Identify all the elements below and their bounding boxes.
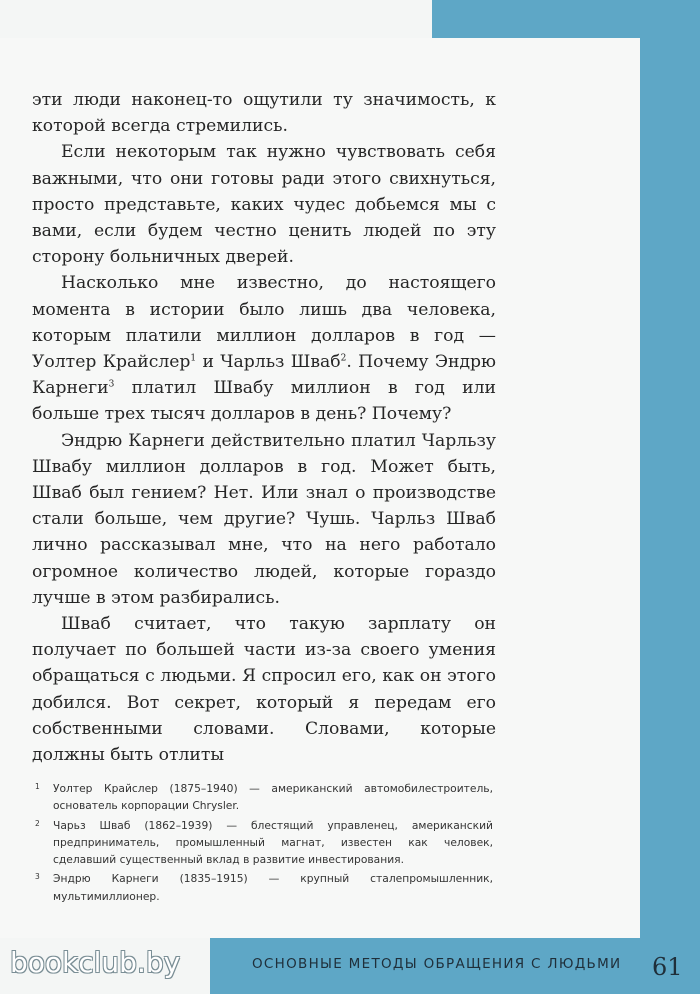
footnote-number-2: 2: [35, 818, 40, 828]
page-number: 61: [652, 953, 683, 981]
paragraph-3: [32, 270, 496, 427]
footnotes: [35, 780, 493, 907]
footnote-number-3: 3: [35, 872, 40, 882]
body-text: [32, 87, 496, 768]
running-footer-title: ОСНОВНЫЕ МЕТОДЫ ОБРАЩЕНИЯ С ЛЮДЬМИ: [252, 956, 622, 972]
footnote-number-1: 1: [35, 782, 40, 791]
paragraph-2: Если некоторым так нужно чувствовать себя важными, что они готовы ради этого свихнуться, просто представьте, каких чудес добьемся мы с вами, если будем честно ценить людей по эту сторону больничных дверей.: [32, 142, 496, 268]
footnote-2: [35, 817, 493, 869]
watermark: bookclub.by: [10, 946, 181, 979]
paragraph-3-part-1: Насколько мне известно, до настоящего момента в истории было лишь два человека, которым платили миллион долларов в год — Уолтер Крайслер: [32, 273, 496, 373]
footnote-ref-2: 2: [340, 353, 347, 364]
footnote-text-2: Чарьз Шваб (1862–1939) — блестящий управленец, американский предприниматель, промышленный магнат, известен как человек, сделавший существенный вклад в развитие инвестирования.: [53, 818, 493, 867]
footnote-text-3: Эндрю Карнеги (1835–1915) — крупный сталепромышленник, мультимиллионер.: [53, 872, 493, 903]
footnote-1: [35, 780, 493, 815]
footnote-3: [35, 870, 493, 905]
paragraph-3-part-4: платил Швабу миллион в год или больше трех тысяч долларов в день? Почему?: [32, 378, 496, 425]
footnote-ref-1: 1: [190, 353, 197, 364]
footnote-ref-3: 3: [108, 379, 115, 390]
paragraph-5: Шваб считает, что такую зарплату он получает по большей части из-за своего умения обращаться с людьми. Я спросил его, как он этого добился. Вот секрет, который я передам его собственными словами. Словами, которые должны быть отлиты: [32, 614, 496, 766]
paragraph-1: эти люди наконец-то ощутили ту значимость, к которой всегда стремились.: [32, 90, 496, 137]
footnote-text-1: Уолтер Крайслер (1875–1940) — американский автомобилестроитель, основатель корпорации Chrysler.: [53, 782, 493, 813]
bottom-page-edge: [0, 982, 210, 994]
paragraph-3-part-2: и Чарльз Шваб: [196, 352, 341, 373]
paragraph-4: Эндрю Карнеги действительно платил Чарльзу Швабу миллион долларов в год. Может быть, Шваб был гением? Нет. Или знал о производстве стали больше, чем другие? Чушь. Чарльз Шваб лично рассказывал мне, что на него работало огромное количество людей, которые гораздо лучше в этом разбирались.: [32, 430, 496, 608]
paragraph-3-part-3: . Почему Эндрю Карнеги: [32, 352, 497, 399]
right-color-strip: [640, 0, 700, 994]
